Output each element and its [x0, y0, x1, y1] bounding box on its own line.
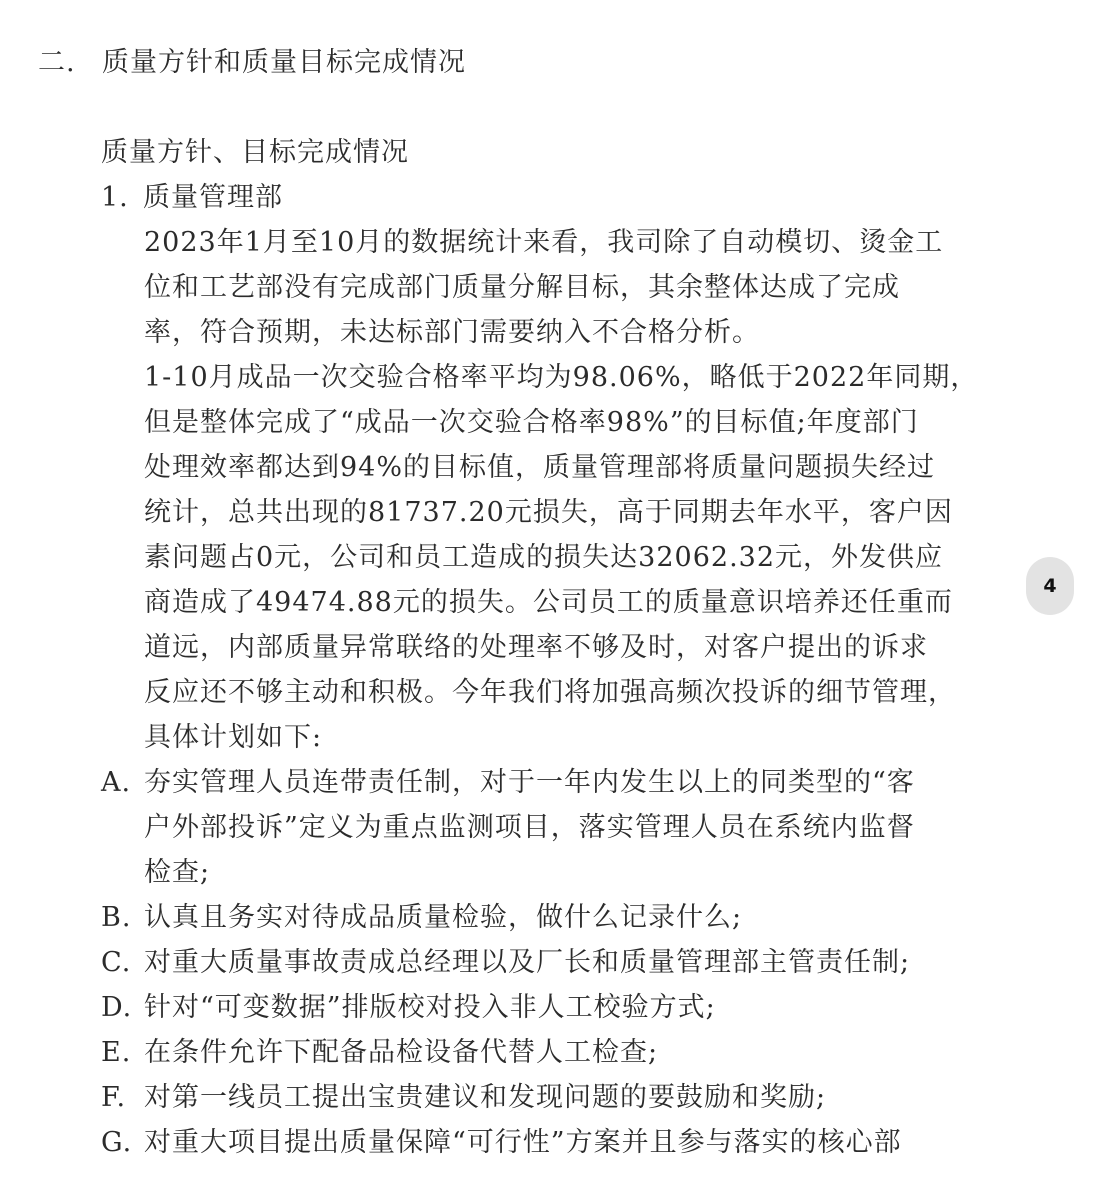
plan-item-a-line: 检查;	[144, 857, 211, 888]
paragraph2-line: 处理效率都达到94%的目标值，质量管理部将质量问题损失经过	[144, 452, 936, 483]
department-title: 质量管理部	[143, 182, 283, 213]
plan-item-marker: A.	[101, 767, 132, 798]
plan-item-c	[101, 945, 910, 981]
section-heading	[38, 45, 466, 81]
plan-item-f	[101, 1080, 826, 1116]
plan-item-text: 认真且务实对待成品质量检验，做什么记录什么;	[144, 902, 743, 933]
paragraph2-line: 具体计划如下:	[144, 722, 323, 753]
plan-item-e	[101, 1035, 658, 1071]
paragraph2-line: 1-10月成品一次交验合格率平均为98.06%，略低于2022年同期，	[144, 362, 979, 393]
plan-item-text: 对重大项目提出质量保障“可行性”方案并且参与落实的核心部	[144, 1127, 902, 1158]
paragraph2-line: 统计，总共出现的81737.20元损失，高于同期去年水平，客户因	[144, 497, 953, 528]
paragraph1-line: 2023年1月至10月的数据统计来看，我司除了自动模切、烫金工	[144, 227, 944, 258]
subheading: 质量方针、目标完成情况	[101, 137, 409, 168]
section-number: 二.	[38, 47, 76, 78]
plan-item-b	[101, 900, 742, 936]
plan-item-marker: B.	[101, 902, 132, 933]
plan-item-g	[101, 1125, 902, 1161]
section-title: 质量方针和质量目标完成情况	[102, 47, 466, 78]
paragraph2-line: 但是整体完成了“成品一次交验合格率98%”的目标值;年度部门	[144, 407, 919, 438]
plan-item-marker: F.	[101, 1082, 127, 1113]
plan-item-text: 针对“可变数据”排版校对投入非人工校验方式;	[144, 992, 716, 1023]
plan-item-marker: D.	[101, 992, 133, 1023]
paragraph1-line: 率，符合预期，未达标部门需要纳入不合格分析。	[144, 317, 760, 348]
plan-item-text: 在条件允许下配备品检设备代替人工检查;	[144, 1037, 659, 1068]
paragraph2-line: 反应还不够主动和积极。今年我们将加强高频次投诉的细节管理，	[144, 677, 956, 708]
paragraph2-line: 商造成了49474.88元的损失。公司员工的质量意识培养还任重而	[144, 587, 953, 618]
plan-item-a	[101, 765, 915, 801]
page-number-badge: 4	[1026, 557, 1074, 615]
plan-item-text: 对重大质量事故责成总经理以及厂长和质量管理部主管责任制;	[144, 947, 911, 978]
paragraph2-line: 道远，内部质量异常联络的处理率不够及时，对客户提出的诉求	[144, 632, 928, 663]
plan-item-text: 对第一线员工提出宝贵建议和发现问题的要鼓励和奖励;	[144, 1082, 827, 1113]
department-heading	[101, 180, 283, 216]
paragraph2-line: 素问题占0元，公司和员工造成的损失达32062.32元，外发供应	[144, 542, 944, 573]
plan-item-a-line: 户外部投诉”定义为重点监测项目，落实管理人员在系统内监督	[144, 812, 915, 843]
plan-item-marker: C.	[101, 947, 132, 978]
plan-item-text: 夯实管理人员连带责任制，对于一年内发生以上的同类型的“客	[144, 767, 915, 798]
paragraph1-line: 位和工艺部没有完成部门质量分解目标，其余整体达成了完成	[144, 272, 900, 303]
plan-item-d	[101, 990, 716, 1026]
department-number: 1.	[101, 182, 129, 213]
plan-item-marker: E.	[101, 1037, 132, 1068]
plan-item-marker: G.	[101, 1127, 133, 1158]
